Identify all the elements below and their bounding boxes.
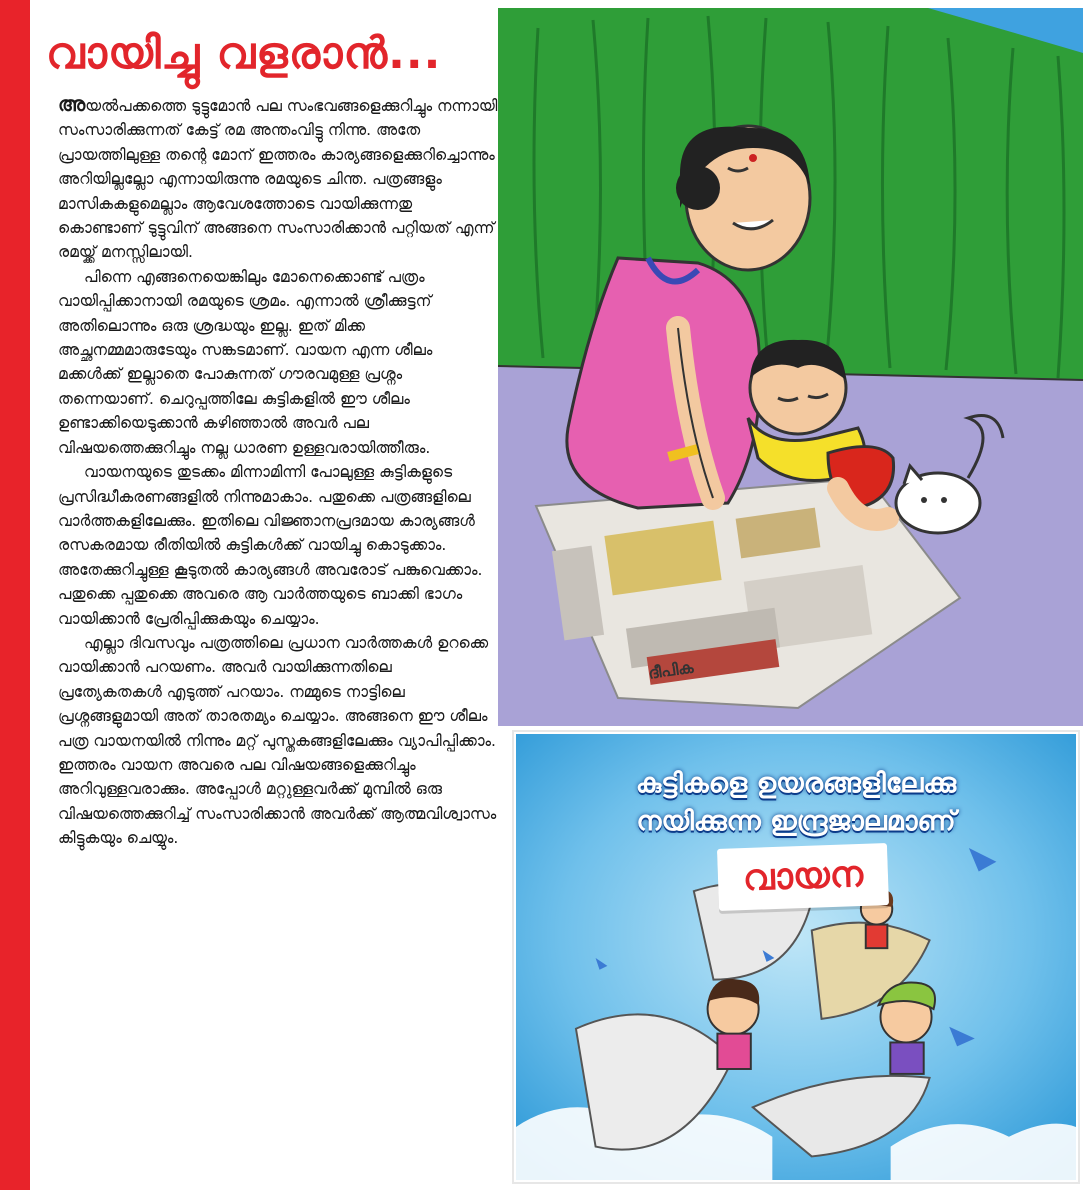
article-paragraph-2: പിന്നെ എങ്ങനെയെങ്കിലും മോനെക്കൊണ്ട് പത്രം വായിപ്പിക്കാനായി രമയുടെ ശ്രമം. എന്നാൽ ശ്രീക്കുട്ടന് അതിലൊന്നും ഒരു ശ്രദ്ധയും ഇല്ല. ഇത് മിക്ക അച്ഛനമ്മമാരുടേയും സങ്കടമാണ്. വായന എന്ന ശീലം മക്കൾക്ക് ഇല്ലാതെ പോകുന്നത് ഗൗരവമുള്ള പ്രശ്നം തന്നെയാണ്. ചെറുപ്പത്തിലേ കുട്ടികളിൽ ഈ ശീലം ഉണ്ടാക്കിയെടുക്കാൻ കഴിഞ്ഞാൽ അവർ പല വിഷയത്തെക്കുറിച്ചും നല്ല ധാരണ ഉള്ളവരായിത്തീരും. <box>58 267 433 457</box>
vayana-poster <box>512 730 1080 1184</box>
article-headline: വായിച്ചു വളരാൻ... <box>46 28 442 79</box>
poster-title-badge <box>717 843 889 911</box>
article-body <box>58 92 498 1182</box>
drop-cap: അ <box>58 92 86 116</box>
article-paragraph-3: വായനയുടെ തുടക്കം മിന്നാമിന്നി പോലുള്ള കുട്ടികളുടെ പ്രസിദ്ധീകരണങ്ങളിൽ നിന്നുമാകാം. പതുക്കെ പത്രങ്ങളിലെ വാർത്തകളിലേക്കും. ഇതിലെ വിജ്ഞാനപ്രദമായ കാര്യങ്ങൾ രസകരമായ രീതിയിൽ കുട്ടികൾക്ക് വായിച്ചു കൊടുക്കാം. അതേക്കുറിച്ചുള്ള കൂടുതൽ കാര്യങ്ങൾ അവരോട് പങ്കുവെക്കാം. പതുക്കെ പ്പതുക്കെ അവരെ ആ വാർത്തയുടെ ബാക്കി ഭാഗം വായിക്കാൻ പ്രേരിപ്പിക്കുകയും ചെയ്യാം. <box>58 463 483 628</box>
children-flying-on-newspapers-illustration <box>516 734 1076 1180</box>
poster-title-word: വായന <box>742 853 864 900</box>
newspaper-masthead: ദീപിക <box>647 657 695 683</box>
article-paragraph-4: എല്ലാ ദിവസവും പത്രത്തിലെ പ്രധാന വാർത്തകൾ ഉറക്കെ വായിക്കാൻ പറയണം. അവർ വായിക്കുന്നതിലെ പ്രത്യേകതകൾ എടുത്ത് പറയാം. നമ്മുടെ നാട്ടിലെ പ്രശ്നങ്ങളുമായി അത് താരതമ്യം ചെയ്യാം. അങ്ങനെ ഈ ശീലം പത്ര വായനയിൽ നിന്നും മറ്റ് പുസ്തകങ്ങളിലേക്കും വ്യാപിപ്പിക്കാം. ഇത്തരം വായന അവരെ പല വിഷയങ്ങളെക്കുറിച്ചും അറിവുള്ളവരാക്കും. അപ്പോൾ മറ്റുള്ളവർക്ക് മുമ്പിൽ ഒരു വിഷയത്തെക്കുറിച്ച് സംസാരിക്കാൻ അവർക്ക് ആത്മവിശ്വാസം കിട്ടുകയും ചെയ്യും. <box>58 633 497 848</box>
article-paragraph-1 <box>58 92 498 265</box>
mother-child-reading-illustration <box>498 8 1083 726</box>
poster-tagline-line-1: കുട്ടികളെ ഉയരങ്ങളിലേക്കു <box>635 768 957 799</box>
paragraph-1-text: യൽപക്കത്തെ ടുട്ടുമോൻ പല സംഭവങ്ങളെക്കുറിച്ചും നന്നായി സംസാരിക്കുന്നത് കേട്ട് രമ അന്തംവിട്ടു നിന്നു. അതേ പ്രായത്തിലുള്ള തന്റെ മോന് ഇത്തരം കാര്യങ്ങളെക്കുറിച്ചൊന്നും അറിയില്ലല്ലോ എന്നായിരുന്നു രമയുടെ ചിന്ത. പത്രങ്ങളും മാസികകളുമെല്ലാം ആവേശത്തോടെ വായിക്കുന്നതു കൊണ്ടാണ് ടുട്ടുവിന് അങ്ങനെ സംസാരിക്കാൻ പറ്റിയത് എന്ന് രമയ്ക്ക് മനസ്സിലായി. <box>58 97 498 262</box>
poster-tagline-line-2: നയിക്കുന്ന ഇന്ദ്രജാലമാണ് <box>636 806 956 837</box>
red-margin-bar <box>0 0 30 1190</box>
